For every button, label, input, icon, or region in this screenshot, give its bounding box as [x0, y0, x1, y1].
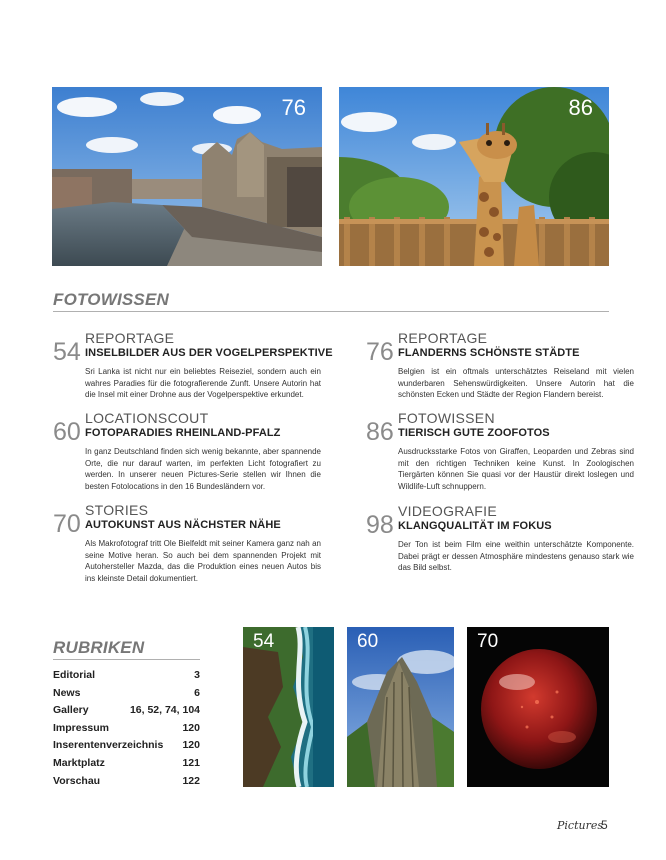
article-page-number: 98: [366, 511, 394, 539]
page-number: 5: [601, 818, 608, 832]
photo-page-number: 76: [281, 95, 306, 120]
rubrik-name: Marktplatz: [53, 756, 105, 769]
article-category: REPORTAGE: [398, 330, 488, 346]
rubrik-item[interactable]: [53, 775, 200, 793]
rubrik-pages: 121: [182, 756, 200, 769]
magazine-logo: Pictures: [557, 819, 603, 832]
article-page-number: 76: [366, 338, 394, 366]
article-headline: KLANGQUALITÄT IM FOKUS: [398, 520, 552, 532]
photo-ghent-canal: [52, 87, 322, 266]
article-teaser: Ausdrucksstarke Fotos von Giraffen, Leoparden und Zebras sind mit den richtigen Techniken keine Kunst. In Zoologischen Tiergärten können Sie quasi vor der Haustür direkt loslegen und Wildlife-Luft schnuppern.: [398, 447, 634, 491]
rubrik-item[interactable]: [53, 757, 200, 775]
photo-page-number: 86: [568, 95, 593, 120]
article-entry[interactable]: [366, 503, 636, 573]
article-teaser: Belgien ist ein oftmals unterschätztes Reiseland mit vielen wunderbaren Sehenswürdigkeiten. Unsere Autorin hat die schönsten Ecken und Städte der Region Flandern bereist.: [398, 367, 634, 399]
article-category: LOCATIONSCOUT: [85, 410, 209, 426]
thumbnail-aerial-coast[interactable]: [243, 627, 334, 787]
rubrik-pages: 16, 52, 74, 104: [129, 704, 200, 717]
thumbnail-page-number: 70: [477, 631, 499, 652]
rubrik-name: Inserentenverzeichnis: [53, 739, 164, 752]
section-title-rubriken: RUBRIKEN: [53, 638, 145, 657]
article-category: FOTOWISSEN: [398, 410, 495, 426]
rubrik-pages: 120: [182, 739, 200, 752]
article-category: REPORTAGE: [85, 330, 175, 346]
thumbnail-rock-formation[interactable]: [347, 627, 454, 787]
article-entry[interactable]: [53, 410, 323, 490]
rubrik-name: News: [53, 686, 81, 699]
article-entry[interactable]: [53, 502, 323, 582]
rubrik-pages: 6: [194, 686, 200, 699]
section-title-fotowissen: FOTOWISSEN: [53, 290, 169, 309]
rubrik-name: Impressum: [53, 721, 110, 734]
section-divider: [53, 659, 200, 660]
rubrik-pages: 3: [194, 669, 200, 681]
article-entry[interactable]: [366, 410, 636, 490]
photo-giraffes: [339, 87, 609, 266]
article-category: STORIES: [85, 502, 149, 518]
article-headline: FOTOPARADIES RHEINLAND-PFALZ: [85, 427, 281, 439]
rubrik-name: Gallery: [53, 704, 89, 717]
article-page-number: 86: [366, 418, 394, 446]
rubrik-item[interactable]: [53, 704, 200, 722]
article-teaser: Sri Lanka ist nicht nur ein beliebtes Reiseziel, sondern auch ein wahres Paradies für die fotografierende Zunft. Unsere Autorin hat die Insel mit einer Drohne aus der Vogelperspektive erkundet.: [85, 367, 321, 399]
article-headline: INSELBILDER AUS DER VOGELPERSPEKTIVE: [85, 347, 333, 359]
rubrik-item[interactable]: [53, 669, 200, 687]
rubriken-list: [53, 669, 200, 792]
article-headline: AUTOKUNST AUS NÄCHSTER NÄHE: [85, 519, 281, 531]
rubrik-item[interactable]: [53, 739, 200, 757]
thumbnail-page-number: 60: [357, 631, 379, 652]
rubrik-name: Vorschau: [53, 774, 101, 787]
article-headline: TIERISCH GUTE ZOOFOTOS: [398, 427, 550, 439]
article-entry[interactable]: [366, 330, 636, 400]
article-page-number: 54: [53, 338, 81, 366]
article-teaser: Als Makrofotograf tritt Ole Bielfeldt mit seiner Kamera ganz nah an seine Motive heran. So auch bei dem spannenden Projekt mit Autohersteller Mazda, das die Produktion eines neuen Autos bis ins kleinste Detail dokumentiert.: [85, 539, 321, 583]
article-teaser: In ganz Deutschland finden sich wenig bekannte, aber spannende Orte, die nur darauf warten, im perfekten Licht fotografiert zu werden. In unserer neuen Pictures-Serie stellen wir Ihnen die besten Fotolocations in den 16 Bundesländern vor.: [85, 447, 321, 491]
article-page-number: 60: [53, 418, 81, 446]
rubrik-item[interactable]: [53, 687, 200, 705]
article-headline: FLANDERNS SCHÖNSTE STÄDTE: [398, 347, 580, 359]
rubrik-name: Editorial: [53, 669, 96, 681]
rubrik-item[interactable]: [53, 722, 200, 740]
article-page-number: 70: [53, 510, 81, 538]
article-category: VIDEOGRAFIE: [398, 503, 497, 519]
thumbnail-red-macro[interactable]: [467, 627, 609, 787]
section-divider: [53, 311, 609, 312]
rubrik-pages: 122: [182, 774, 200, 787]
rubrik-pages: 120: [182, 721, 200, 734]
thumbnail-page-number: 54: [253, 631, 275, 652]
article-teaser: Der Ton ist beim Film eine weithin unterschätzte Komponente. Dabei prägt er dessen Atmosphäre mindestens genauso stark wie das Bild selbst.: [398, 540, 634, 572]
article-entry[interactable]: [53, 330, 333, 400]
